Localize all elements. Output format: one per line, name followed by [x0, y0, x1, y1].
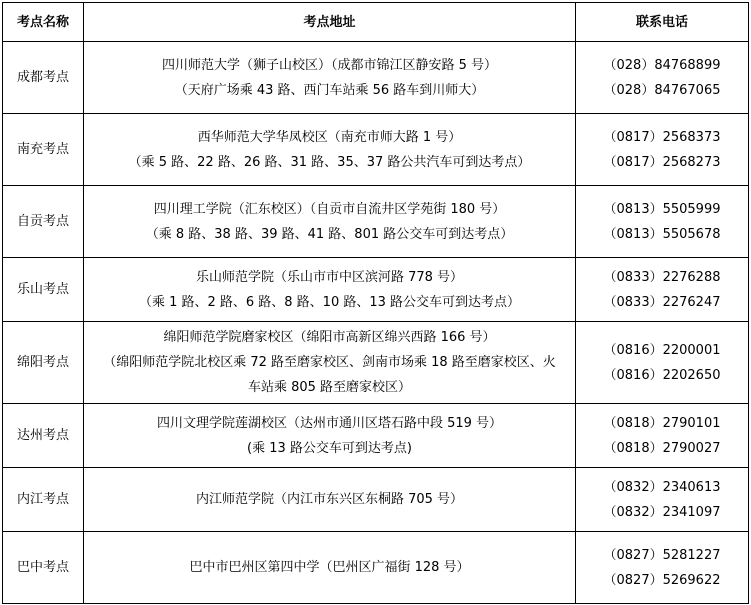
phone-number: （0817）2568273	[603, 154, 721, 170]
exam-center-phones	[576, 186, 749, 258]
address-line: （乘 8 路、38 路、39 路、41 路、801 路公交车可到达考点）	[145, 226, 514, 242]
header-name: 考点名称	[3, 3, 84, 42]
exam-center-address	[84, 468, 576, 532]
exam-center-phones	[576, 114, 749, 186]
exam-center-address	[84, 404, 576, 468]
address-line: 四川理工学院（汇东校区）（自贡市自流井区学苑街 180 号）	[153, 201, 506, 217]
exam-center-name: 达州考点	[3, 404, 84, 468]
phone-number: （0827）5281227	[603, 547, 721, 563]
phone-number: （0813）5505678	[603, 226, 721, 242]
exam-center-name: 南充考点	[3, 114, 84, 186]
phone-number: （0816）2200001	[603, 342, 721, 358]
phone-number: （0832）2341097	[603, 504, 721, 520]
address-line: 西华师范大学华凤校区（南充市师大路 1 号）	[197, 129, 462, 145]
table-row	[3, 258, 749, 322]
exam-center-name: 内江考点	[3, 468, 84, 532]
exam-center-phones	[576, 532, 749, 604]
address-line: （绵阳师范学院北校区乘 72 路至磨家校区、剑南市场乘 18 路至磨家校区、火	[103, 355, 556, 370]
header-phone: 联系电话	[576, 3, 749, 42]
table-row	[3, 468, 749, 532]
table-row	[3, 322, 749, 404]
address-line: 绵阳师范学院磨家校区（绵阳市高新区绵兴西路 166 号）	[163, 330, 496, 345]
table-row	[3, 42, 749, 114]
exam-center-address	[84, 114, 576, 186]
exam-center-name: 自贡考点	[3, 186, 84, 258]
exam-center-address	[84, 42, 576, 114]
address-line: （乘 5 路、22 路、26 路、31 路、35、37 路公共汽车可到达考点）	[128, 154, 531, 170]
phone-number: （0833）2276288	[603, 269, 721, 285]
phone-number: （0833）2276247	[603, 294, 721, 310]
address-line: 内江师范学院（内江市东兴区东桐路 705 号）	[195, 492, 464, 507]
address-line: 四川师范大学（狮子山校区）（成都市锦江区静安路 5 号）	[161, 57, 498, 73]
address-line: 乐山师范学院（乐山市市中区滨河路 778 号）	[195, 269, 464, 285]
table-row	[3, 186, 749, 258]
exam-center-phones	[576, 42, 749, 114]
exam-center-phones	[576, 468, 749, 532]
header-address: 考点地址	[84, 3, 576, 42]
exam-center-name: 乐山考点	[3, 258, 84, 322]
phone-number: （028）84768899	[603, 57, 721, 73]
address-line: (乘 13 路公交车可到达考点)	[247, 440, 412, 456]
phone-number: （0813）5505999	[603, 201, 721, 217]
table-row	[3, 114, 749, 186]
phone-number: （0817）2568373	[603, 129, 721, 145]
phone-number: （0818）2790027	[603, 440, 721, 456]
address-line: 巴中市巴州区第四中学（巴州区广福街 128 号）	[189, 560, 470, 575]
phone-number: （0827）5269622	[603, 572, 721, 588]
table-row	[3, 532, 749, 604]
table-row	[3, 404, 749, 468]
address-line: 四川文理学院莲湖校区（达州市通川区塔石路中段 519 号）	[156, 415, 503, 431]
exam-centers-table	[2, 2, 749, 604]
address-line: 车站乘 805 路至磨家校区）	[247, 380, 412, 395]
address-line: （乘 1 路、2 路、6 路、8 路、10 路、13 路公交车可到达考点）	[138, 294, 521, 310]
phone-number: （0818）2790101	[603, 415, 721, 431]
address-line: （天府广场乘 43 路、西门车站乘 56 路车到川师大）	[174, 82, 485, 98]
exam-center-phones	[576, 258, 749, 322]
exam-center-address	[84, 258, 576, 322]
exam-center-address	[84, 322, 576, 404]
phone-number: （0816）2202650	[603, 367, 721, 383]
exam-center-name: 成都考点	[3, 42, 84, 114]
exam-center-address	[84, 186, 576, 258]
phone-number: （028）84767065	[603, 82, 721, 98]
exam-center-name: 巴中考点	[3, 532, 84, 604]
exam-center-address	[84, 532, 576, 604]
exam-center-name: 绵阳考点	[3, 322, 84, 404]
exam-center-phones	[576, 322, 749, 404]
phone-number: （0832）2340613	[603, 479, 721, 495]
table-header-row	[3, 3, 749, 42]
exam-center-phones	[576, 404, 749, 468]
